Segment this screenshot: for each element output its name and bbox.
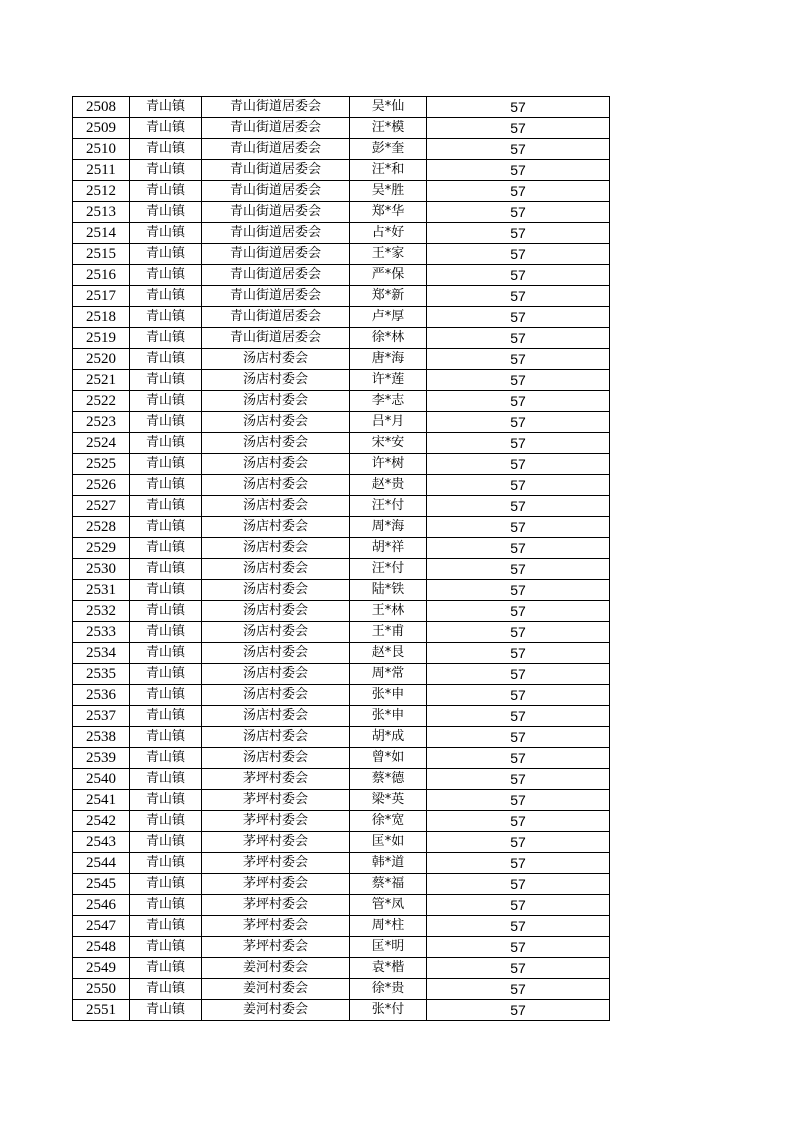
committee-cell: 姜河村委会 xyxy=(202,1000,350,1021)
person-name-cell: 匡*明 xyxy=(350,937,427,958)
serial-number-cell: 2531 xyxy=(73,580,130,601)
table-row xyxy=(73,307,610,328)
amount-cell: 57 xyxy=(427,328,610,349)
person-name-cell: 李*志 xyxy=(350,391,427,412)
amount-cell: 57 xyxy=(427,958,610,979)
town-cell: 青山镇 xyxy=(130,139,202,160)
serial-number-cell: 2515 xyxy=(73,244,130,265)
committee-cell: 汤店村委会 xyxy=(202,370,350,391)
table-row xyxy=(73,622,610,643)
amount-cell: 57 xyxy=(427,832,610,853)
table-row xyxy=(73,370,610,391)
person-name-cell: 吴*仙 xyxy=(350,97,427,118)
town-cell: 青山镇 xyxy=(130,307,202,328)
town-cell: 青山镇 xyxy=(130,811,202,832)
serial-number-cell: 2520 xyxy=(73,349,130,370)
amount-cell: 57 xyxy=(427,937,610,958)
amount-cell: 57 xyxy=(427,748,610,769)
town-cell: 青山镇 xyxy=(130,643,202,664)
serial-number-cell: 2549 xyxy=(73,958,130,979)
serial-number-cell: 2529 xyxy=(73,538,130,559)
serial-number-cell: 2510 xyxy=(73,139,130,160)
committee-cell: 汤店村委会 xyxy=(202,412,350,433)
committee-cell: 青山街道居委会 xyxy=(202,286,350,307)
serial-number-cell: 2546 xyxy=(73,895,130,916)
serial-number-cell: 2542 xyxy=(73,811,130,832)
amount-cell: 57 xyxy=(427,412,610,433)
serial-number-cell: 2516 xyxy=(73,265,130,286)
amount-cell: 57 xyxy=(427,286,610,307)
amount-cell: 57 xyxy=(427,517,610,538)
committee-cell: 姜河村委会 xyxy=(202,958,350,979)
committee-cell: 汤店村委会 xyxy=(202,601,350,622)
serial-number-cell: 2536 xyxy=(73,685,130,706)
committee-cell: 青山街道居委会 xyxy=(202,307,350,328)
town-cell: 青山镇 xyxy=(130,265,202,286)
table-row xyxy=(73,559,610,580)
committee-cell: 青山街道居委会 xyxy=(202,223,350,244)
committee-cell: 青山街道居委会 xyxy=(202,160,350,181)
amount-cell: 57 xyxy=(427,916,610,937)
town-cell: 青山镇 xyxy=(130,286,202,307)
amount-cell: 57 xyxy=(427,853,610,874)
person-name-cell: 徐*宽 xyxy=(350,811,427,832)
town-cell: 青山镇 xyxy=(130,433,202,454)
serial-number-cell: 2512 xyxy=(73,181,130,202)
amount-cell: 57 xyxy=(427,538,610,559)
amount-cell: 57 xyxy=(427,160,610,181)
serial-number-cell: 2517 xyxy=(73,286,130,307)
serial-number-cell: 2545 xyxy=(73,874,130,895)
town-cell: 青山镇 xyxy=(130,685,202,706)
committee-cell: 汤店村委会 xyxy=(202,664,350,685)
town-cell: 青山镇 xyxy=(130,391,202,412)
amount-cell: 57 xyxy=(427,370,610,391)
table-row xyxy=(73,706,610,727)
town-cell: 青山镇 xyxy=(130,790,202,811)
person-name-cell: 胡*成 xyxy=(350,727,427,748)
committee-cell: 茅坪村委会 xyxy=(202,790,350,811)
person-name-cell: 周*柱 xyxy=(350,916,427,937)
table-row xyxy=(73,580,610,601)
serial-number-cell: 2525 xyxy=(73,454,130,475)
amount-cell: 57 xyxy=(427,349,610,370)
town-cell: 青山镇 xyxy=(130,349,202,370)
serial-number-cell: 2544 xyxy=(73,853,130,874)
table-row xyxy=(73,958,610,979)
town-cell: 青山镇 xyxy=(130,832,202,853)
committee-cell: 汤店村委会 xyxy=(202,685,350,706)
person-name-cell: 蔡*福 xyxy=(350,874,427,895)
committee-cell: 茅坪村委会 xyxy=(202,811,350,832)
serial-number-cell: 2519 xyxy=(73,328,130,349)
town-cell: 青山镇 xyxy=(130,118,202,139)
table-row xyxy=(73,517,610,538)
table-row xyxy=(73,601,610,622)
serial-number-cell: 2539 xyxy=(73,748,130,769)
person-name-cell: 管*凤 xyxy=(350,895,427,916)
town-cell: 青山镇 xyxy=(130,874,202,895)
table-row xyxy=(73,811,610,832)
committee-cell: 青山街道居委会 xyxy=(202,181,350,202)
serial-number-cell: 2509 xyxy=(73,118,130,139)
table-row xyxy=(73,244,610,265)
amount-cell: 57 xyxy=(427,580,610,601)
table-row xyxy=(73,748,610,769)
serial-number-cell: 2551 xyxy=(73,1000,130,1021)
town-cell: 青山镇 xyxy=(130,223,202,244)
amount-cell: 57 xyxy=(427,433,610,454)
amount-cell: 57 xyxy=(427,811,610,832)
person-name-cell: 梁*英 xyxy=(350,790,427,811)
amount-cell: 57 xyxy=(427,181,610,202)
amount-cell: 57 xyxy=(427,223,610,244)
committee-cell: 汤店村委会 xyxy=(202,349,350,370)
town-cell: 青山镇 xyxy=(130,895,202,916)
table-row xyxy=(73,937,610,958)
person-name-cell: 郑*华 xyxy=(350,202,427,223)
amount-cell: 57 xyxy=(427,244,610,265)
person-name-cell: 严*保 xyxy=(350,265,427,286)
committee-cell: 茅坪村委会 xyxy=(202,769,350,790)
table-row xyxy=(73,832,610,853)
person-name-cell: 张*申 xyxy=(350,706,427,727)
data-table xyxy=(72,96,610,1021)
table-row xyxy=(73,496,610,517)
table-row xyxy=(73,664,610,685)
town-cell: 青山镇 xyxy=(130,328,202,349)
person-name-cell: 吕*月 xyxy=(350,412,427,433)
person-name-cell: 许*莲 xyxy=(350,370,427,391)
table-row xyxy=(73,139,610,160)
committee-cell: 汤店村委会 xyxy=(202,433,350,454)
serial-number-cell: 2548 xyxy=(73,937,130,958)
person-name-cell: 汪*付 xyxy=(350,559,427,580)
table-row xyxy=(73,895,610,916)
table-row xyxy=(73,727,610,748)
town-cell: 青山镇 xyxy=(130,580,202,601)
town-cell: 青山镇 xyxy=(130,496,202,517)
serial-number-cell: 2532 xyxy=(73,601,130,622)
table-row xyxy=(73,391,610,412)
committee-cell: 青山街道居委会 xyxy=(202,118,350,139)
serial-number-cell: 2547 xyxy=(73,916,130,937)
person-name-cell: 赵*艮 xyxy=(350,643,427,664)
table-row xyxy=(73,538,610,559)
table-row xyxy=(73,202,610,223)
committee-cell: 汤店村委会 xyxy=(202,643,350,664)
town-cell: 青山镇 xyxy=(130,244,202,265)
amount-cell: 57 xyxy=(427,202,610,223)
amount-cell: 57 xyxy=(427,601,610,622)
serial-number-cell: 2530 xyxy=(73,559,130,580)
committee-cell: 青山街道居委会 xyxy=(202,139,350,160)
committee-cell: 青山街道居委会 xyxy=(202,244,350,265)
person-name-cell: 占*好 xyxy=(350,223,427,244)
amount-cell: 57 xyxy=(427,874,610,895)
committee-cell: 汤店村委会 xyxy=(202,622,350,643)
serial-number-cell: 2521 xyxy=(73,370,130,391)
serial-number-cell: 2518 xyxy=(73,307,130,328)
person-name-cell: 匡*如 xyxy=(350,832,427,853)
table-row xyxy=(73,454,610,475)
table-row xyxy=(73,328,610,349)
serial-number-cell: 2541 xyxy=(73,790,130,811)
town-cell: 青山镇 xyxy=(130,475,202,496)
table-row xyxy=(73,643,610,664)
person-name-cell: 徐*贵 xyxy=(350,979,427,1000)
committee-cell: 茅坪村委会 xyxy=(202,832,350,853)
amount-cell: 57 xyxy=(427,496,610,517)
person-name-cell: 汪*付 xyxy=(350,496,427,517)
committee-cell: 茅坪村委会 xyxy=(202,874,350,895)
serial-number-cell: 2540 xyxy=(73,769,130,790)
committee-cell: 汤店村委会 xyxy=(202,475,350,496)
town-cell: 青山镇 xyxy=(130,706,202,727)
amount-cell: 57 xyxy=(427,790,610,811)
person-name-cell: 陆*铁 xyxy=(350,580,427,601)
table-row xyxy=(73,874,610,895)
town-cell: 青山镇 xyxy=(130,559,202,580)
committee-cell: 姜河村委会 xyxy=(202,979,350,1000)
serial-number-cell: 2543 xyxy=(73,832,130,853)
person-name-cell: 汪*模 xyxy=(350,118,427,139)
table-row xyxy=(73,118,610,139)
person-name-cell: 卢*厚 xyxy=(350,307,427,328)
town-cell: 青山镇 xyxy=(130,622,202,643)
committee-cell: 青山街道居委会 xyxy=(202,328,350,349)
committee-cell: 汤店村委会 xyxy=(202,727,350,748)
table-row xyxy=(73,286,610,307)
person-name-cell: 汪*和 xyxy=(350,160,427,181)
amount-cell: 57 xyxy=(427,685,610,706)
table-row xyxy=(73,265,610,286)
amount-cell: 57 xyxy=(427,622,610,643)
committee-cell: 茅坪村委会 xyxy=(202,853,350,874)
amount-cell: 57 xyxy=(427,307,610,328)
serial-number-cell: 2513 xyxy=(73,202,130,223)
serial-number-cell: 2534 xyxy=(73,643,130,664)
serial-number-cell: 2522 xyxy=(73,391,130,412)
amount-cell: 57 xyxy=(427,559,610,580)
table-row xyxy=(73,685,610,706)
table-row xyxy=(73,979,610,1000)
town-cell: 青山镇 xyxy=(130,853,202,874)
amount-cell: 57 xyxy=(427,118,610,139)
town-cell: 青山镇 xyxy=(130,937,202,958)
person-name-cell: 宋*安 xyxy=(350,433,427,454)
town-cell: 青山镇 xyxy=(130,181,202,202)
town-cell: 青山镇 xyxy=(130,1000,202,1021)
amount-cell: 57 xyxy=(427,475,610,496)
amount-cell: 57 xyxy=(427,664,610,685)
committee-cell: 青山街道居委会 xyxy=(202,202,350,223)
committee-cell: 汤店村委会 xyxy=(202,496,350,517)
committee-cell: 汤店村委会 xyxy=(202,538,350,559)
person-name-cell: 赵*贵 xyxy=(350,475,427,496)
amount-cell: 57 xyxy=(427,265,610,286)
town-cell: 青山镇 xyxy=(130,916,202,937)
serial-number-cell: 2526 xyxy=(73,475,130,496)
town-cell: 青山镇 xyxy=(130,370,202,391)
person-name-cell: 张*付 xyxy=(350,1000,427,1021)
table-row xyxy=(73,790,610,811)
town-cell: 青山镇 xyxy=(130,979,202,1000)
committee-cell: 汤店村委会 xyxy=(202,706,350,727)
table-row xyxy=(73,916,610,937)
town-cell: 青山镇 xyxy=(130,538,202,559)
person-name-cell: 袁*楷 xyxy=(350,958,427,979)
serial-number-cell: 2508 xyxy=(73,97,130,118)
table-row xyxy=(73,769,610,790)
committee-cell: 汤店村委会 xyxy=(202,559,350,580)
town-cell: 青山镇 xyxy=(130,160,202,181)
person-name-cell: 郑*新 xyxy=(350,286,427,307)
person-name-cell: 韩*道 xyxy=(350,853,427,874)
serial-number-cell: 2550 xyxy=(73,979,130,1000)
committee-cell: 汤店村委会 xyxy=(202,517,350,538)
serial-number-cell: 2524 xyxy=(73,433,130,454)
committee-cell: 茅坪村委会 xyxy=(202,937,350,958)
town-cell: 青山镇 xyxy=(130,202,202,223)
amount-cell: 57 xyxy=(427,706,610,727)
committee-cell: 汤店村委会 xyxy=(202,391,350,412)
person-name-cell: 蔡*德 xyxy=(350,769,427,790)
serial-number-cell: 2514 xyxy=(73,223,130,244)
town-cell: 青山镇 xyxy=(130,664,202,685)
table-body xyxy=(73,97,610,1021)
committee-cell: 汤店村委会 xyxy=(202,748,350,769)
table-row xyxy=(73,97,610,118)
person-name-cell: 周*海 xyxy=(350,517,427,538)
table-row xyxy=(73,853,610,874)
serial-number-cell: 2535 xyxy=(73,664,130,685)
table-row xyxy=(73,223,610,244)
amount-cell: 57 xyxy=(427,643,610,664)
town-cell: 青山镇 xyxy=(130,412,202,433)
person-name-cell: 王*甫 xyxy=(350,622,427,643)
serial-number-cell: 2527 xyxy=(73,496,130,517)
person-name-cell: 曾*如 xyxy=(350,748,427,769)
serial-number-cell: 2537 xyxy=(73,706,130,727)
person-name-cell: 唐*海 xyxy=(350,349,427,370)
person-name-cell: 彭*奎 xyxy=(350,139,427,160)
town-cell: 青山镇 xyxy=(130,97,202,118)
committee-cell: 汤店村委会 xyxy=(202,580,350,601)
person-name-cell: 周*常 xyxy=(350,664,427,685)
amount-cell: 57 xyxy=(427,454,610,475)
serial-number-cell: 2523 xyxy=(73,412,130,433)
table-row xyxy=(73,349,610,370)
serial-number-cell: 2511 xyxy=(73,160,130,181)
person-name-cell: 吴*胜 xyxy=(350,181,427,202)
person-name-cell: 王*家 xyxy=(350,244,427,265)
serial-number-cell: 2528 xyxy=(73,517,130,538)
town-cell: 青山镇 xyxy=(130,727,202,748)
person-name-cell: 张*申 xyxy=(350,685,427,706)
table-row xyxy=(73,1000,610,1021)
amount-cell: 57 xyxy=(427,391,610,412)
town-cell: 青山镇 xyxy=(130,601,202,622)
table-row xyxy=(73,181,610,202)
amount-cell: 57 xyxy=(427,769,610,790)
town-cell: 青山镇 xyxy=(130,517,202,538)
serial-number-cell: 2538 xyxy=(73,727,130,748)
amount-cell: 57 xyxy=(427,727,610,748)
person-name-cell: 许*树 xyxy=(350,454,427,475)
town-cell: 青山镇 xyxy=(130,958,202,979)
committee-cell: 汤店村委会 xyxy=(202,454,350,475)
town-cell: 青山镇 xyxy=(130,748,202,769)
table-row xyxy=(73,475,610,496)
committee-cell: 青山街道居委会 xyxy=(202,97,350,118)
amount-cell: 57 xyxy=(427,97,610,118)
person-name-cell: 王*林 xyxy=(350,601,427,622)
table-row xyxy=(73,433,610,454)
person-name-cell: 胡*祥 xyxy=(350,538,427,559)
amount-cell: 57 xyxy=(427,139,610,160)
committee-cell: 茅坪村委会 xyxy=(202,916,350,937)
amount-cell: 57 xyxy=(427,979,610,1000)
person-name-cell: 徐*林 xyxy=(350,328,427,349)
table-row xyxy=(73,412,610,433)
committee-cell: 茅坪村委会 xyxy=(202,895,350,916)
committee-cell: 青山街道居委会 xyxy=(202,265,350,286)
town-cell: 青山镇 xyxy=(130,454,202,475)
serial-number-cell: 2533 xyxy=(73,622,130,643)
amount-cell: 57 xyxy=(427,1000,610,1021)
town-cell: 青山镇 xyxy=(130,769,202,790)
table-row xyxy=(73,160,610,181)
amount-cell: 57 xyxy=(427,895,610,916)
